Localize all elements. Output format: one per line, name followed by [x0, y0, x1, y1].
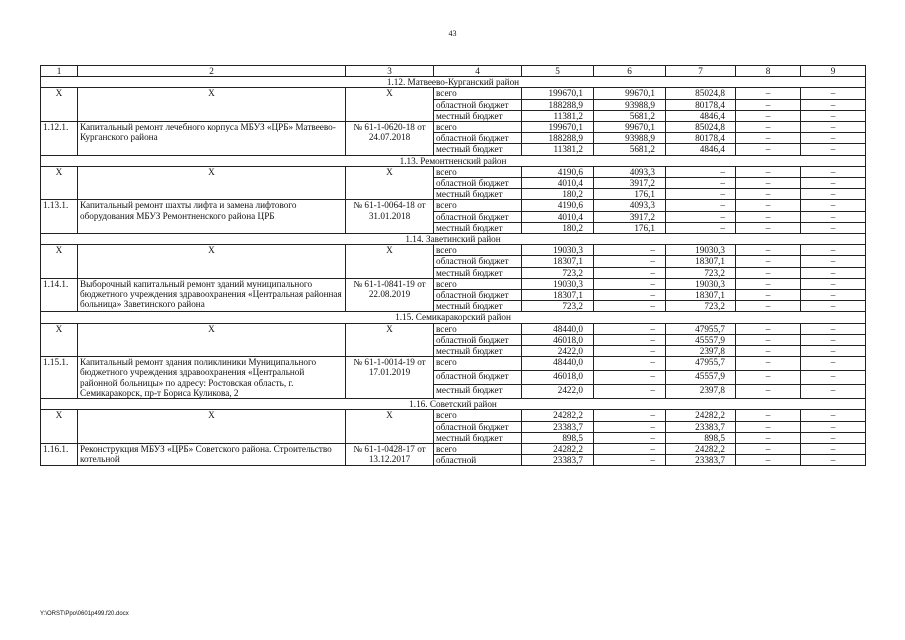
- value-col6: –: [594, 278, 666, 289]
- item-description: X: [78, 88, 346, 122]
- budget-type: всего: [434, 245, 522, 256]
- item-number: X: [41, 245, 78, 279]
- item-description: Капитальный ремонт лечебного корпуса МБУЗ «ЦРБ» Матвеево-Курганского района: [78, 122, 346, 156]
- value-col8: –: [736, 178, 801, 189]
- value-col6: –: [594, 267, 666, 278]
- item-number: 1.13.1.: [41, 200, 78, 234]
- item-description: X: [78, 166, 346, 200]
- budget-type: всего: [434, 410, 522, 421]
- value-col8: –: [736, 88, 801, 99]
- budget-type: всего: [434, 166, 522, 177]
- summary-row: [41, 166, 866, 177]
- value-col5: 24282,2: [522, 410, 594, 421]
- section-title-row: [41, 77, 866, 88]
- value-col9: –: [801, 301, 866, 312]
- value-col6: –: [594, 385, 666, 399]
- value-col8: –: [736, 256, 801, 267]
- value-col7: 23383,7: [666, 455, 736, 466]
- value-col5: 898,5: [522, 432, 594, 443]
- value-col9: –: [801, 410, 866, 421]
- header-cell: 9: [801, 66, 866, 77]
- value-col7: 18307,1: [666, 256, 736, 267]
- item-number: X: [41, 88, 78, 122]
- value-col6: –: [594, 357, 666, 371]
- value-col8: –: [736, 443, 801, 454]
- value-col8: –: [736, 334, 801, 345]
- value-col7: 4846,4: [666, 144, 736, 155]
- summary-row: [41, 410, 866, 421]
- value-col8: –: [736, 245, 801, 256]
- budget-type: областной бюджет: [434, 371, 522, 385]
- section-title: 1.15. Семикаракорский район: [41, 312, 866, 323]
- item-row: [41, 278, 866, 289]
- summary-row: [41, 88, 866, 99]
- value-col9: –: [801, 385, 866, 399]
- header-cell: 4: [434, 66, 522, 77]
- budget-type: всего: [434, 357, 522, 371]
- item-description: Капитальный ремонт шахты лифта и замена лифтового оборудования МБУЗ Ремонтненского района ЦРБ: [78, 200, 346, 234]
- value-col9: –: [801, 443, 866, 454]
- item-number: 1.16.1.: [41, 443, 78, 465]
- value-col6: 3917,2: [594, 178, 666, 189]
- value-col6: –: [594, 334, 666, 345]
- value-col7: –: [666, 211, 736, 222]
- value-col6: 99670,1: [594, 88, 666, 99]
- value-col7: 45557,9: [666, 334, 736, 345]
- value-col9: –: [801, 166, 866, 177]
- value-col7: –: [666, 222, 736, 233]
- value-col6: –: [594, 346, 666, 357]
- value-col7: 24282,2: [666, 410, 736, 421]
- value-col9: –: [801, 256, 866, 267]
- value-col7: –: [666, 166, 736, 177]
- budget-type: всего: [434, 122, 522, 133]
- value-col8: –: [736, 166, 801, 177]
- item-description: Реконструкция МБУЗ «ЦРБ» Советского района. Строительство котельной: [78, 443, 346, 465]
- item-number: X: [41, 166, 78, 200]
- item-description: X: [78, 323, 346, 357]
- value-col8: –: [736, 371, 801, 385]
- value-col7: 45557,9: [666, 371, 736, 385]
- budget-type: всего: [434, 443, 522, 454]
- budget-type: местный бюджет: [434, 144, 522, 155]
- value-col5: 11381,2: [522, 144, 594, 155]
- value-col5: 19030,3: [522, 245, 594, 256]
- value-col5: 4190,6: [522, 166, 594, 177]
- value-col7: –: [666, 178, 736, 189]
- value-col9: –: [801, 278, 866, 289]
- value-col9: –: [801, 189, 866, 200]
- header-cell: 1: [41, 66, 78, 77]
- value-col8: –: [736, 144, 801, 155]
- budget-type: местный бюджет: [434, 189, 522, 200]
- value-col6: 4093,3: [594, 166, 666, 177]
- summary-row: [41, 245, 866, 256]
- value-col8: –: [736, 211, 801, 222]
- value-col8: –: [736, 385, 801, 399]
- value-col7: 47955,7: [666, 357, 736, 371]
- value-col6: 5681,2: [594, 110, 666, 121]
- value-col6: –: [594, 432, 666, 443]
- value-col6: 93988,9: [594, 133, 666, 144]
- value-col7: 47955,7: [666, 323, 736, 334]
- item-row: [41, 122, 866, 133]
- value-col8: –: [736, 222, 801, 233]
- value-col9: –: [801, 200, 866, 211]
- document-number: № 61-1-0014-19 от 17.01.2019: [346, 357, 434, 399]
- item-row: [41, 200, 866, 211]
- header-cell: 3: [346, 66, 434, 77]
- value-col9: –: [801, 178, 866, 189]
- value-col5: 188288,9: [522, 99, 594, 110]
- value-col7: –: [666, 189, 736, 200]
- value-col9: –: [801, 222, 866, 233]
- budget-table: [40, 65, 866, 466]
- value-col6: 176,1: [594, 189, 666, 200]
- value-col6: –: [594, 256, 666, 267]
- value-col5: 180,2: [522, 222, 594, 233]
- section-title-row: [41, 312, 866, 323]
- value-col5: 4190,6: [522, 200, 594, 211]
- item-row: [41, 443, 866, 454]
- header-cell: 6: [594, 66, 666, 77]
- value-col5: 188288,9: [522, 133, 594, 144]
- value-col6: 99670,1: [594, 122, 666, 133]
- document-number: X: [346, 166, 434, 200]
- value-col9: –: [801, 357, 866, 371]
- value-col5: 723,2: [522, 301, 594, 312]
- value-col8: –: [736, 122, 801, 133]
- value-col9: –: [801, 455, 866, 466]
- value-col5: 11381,2: [522, 110, 594, 121]
- value-col8: –: [736, 432, 801, 443]
- item-number: X: [41, 323, 78, 357]
- document-number: № 61-1-0620-18 от 24.07.2018: [346, 122, 434, 156]
- header-cell: 5: [522, 66, 594, 77]
- value-col8: –: [736, 110, 801, 121]
- value-col6: 176,1: [594, 222, 666, 233]
- value-col8: –: [736, 357, 801, 371]
- value-col5: 4010,4: [522, 178, 594, 189]
- value-col6: –: [594, 410, 666, 421]
- document-number: № 61-1-0841-19 от 22.08.2019: [346, 278, 434, 312]
- item-description: Капитальный ремонт здания поликлиники Муниципального бюджетного учреждения здравоохранения «Центральной районной больницы» по адресу: Ростовская область, г. Семикаракорск, пр-т Бориса Куликова, 2: [78, 357, 346, 399]
- budget-type: областной бюджет: [434, 421, 522, 432]
- budget-type: местный бюджет: [434, 222, 522, 233]
- value-col6: –: [594, 245, 666, 256]
- value-col6: –: [594, 290, 666, 301]
- value-col5: 48440,0: [522, 357, 594, 371]
- value-col5: 18307,1: [522, 256, 594, 267]
- budget-type: местный бюджет: [434, 267, 522, 278]
- budget-type: местный бюджет: [434, 432, 522, 443]
- value-col8: –: [736, 267, 801, 278]
- budget-type: областной бюджет: [434, 256, 522, 267]
- budget-type: областной: [434, 455, 522, 466]
- header-row: [41, 66, 866, 77]
- value-col7: 80178,4: [666, 133, 736, 144]
- value-col8: –: [736, 323, 801, 334]
- section-title-row: [41, 234, 866, 245]
- document-number: X: [346, 410, 434, 444]
- budget-type: всего: [434, 278, 522, 289]
- budget-type: местный бюджет: [434, 346, 522, 357]
- value-col9: –: [801, 346, 866, 357]
- value-col5: 18307,1: [522, 290, 594, 301]
- value-col7: 4846,4: [666, 110, 736, 121]
- document-number: X: [346, 245, 434, 279]
- budget-type: всего: [434, 323, 522, 334]
- value-col7: 24282,2: [666, 443, 736, 454]
- value-col6: –: [594, 421, 666, 432]
- value-col6: –: [594, 455, 666, 466]
- item-description: Выборочный капитальный ремонт зданий муниципального бюджетного учреждения здравоохранения «Центральная районная больница» Заветинского района: [78, 278, 346, 312]
- budget-type: местный бюджет: [434, 385, 522, 399]
- value-col8: –: [736, 278, 801, 289]
- page-number: 43: [448, 29, 457, 38]
- value-col6: 93988,9: [594, 99, 666, 110]
- value-col7: 898,5: [666, 432, 736, 443]
- value-col6: –: [594, 371, 666, 385]
- summary-row: [41, 323, 866, 334]
- value-col5: 2422,0: [522, 385, 594, 399]
- value-col9: –: [801, 290, 866, 301]
- value-col5: 19030,3: [522, 278, 594, 289]
- budget-type: местный бюджет: [434, 110, 522, 121]
- value-col6: –: [594, 323, 666, 334]
- value-col9: –: [801, 88, 866, 99]
- budget-type: всего: [434, 88, 522, 99]
- value-col9: –: [801, 432, 866, 443]
- value-col8: –: [736, 99, 801, 110]
- item-number: 1.12.1.: [41, 122, 78, 156]
- document-number: X: [346, 88, 434, 122]
- value-col5: 723,2: [522, 267, 594, 278]
- budget-type: всего: [434, 200, 522, 211]
- value-col9: –: [801, 421, 866, 432]
- value-col7: 18307,1: [666, 290, 736, 301]
- value-col5: 24282,2: [522, 443, 594, 454]
- value-col8: –: [736, 133, 801, 144]
- budget-type: областной бюджет: [434, 99, 522, 110]
- section-title: 1.12. Матвеево-Курганский район: [41, 77, 866, 88]
- value-col9: –: [801, 323, 866, 334]
- section-title: 1.13. Ремонтненский район: [41, 155, 866, 166]
- header-cell: 8: [736, 66, 801, 77]
- value-col6: –: [594, 301, 666, 312]
- budget-type: областной бюджет: [434, 334, 522, 345]
- value-col7: 723,2: [666, 267, 736, 278]
- value-col9: –: [801, 371, 866, 385]
- value-col8: –: [736, 189, 801, 200]
- table-body: [41, 66, 866, 466]
- value-col9: –: [801, 144, 866, 155]
- value-col9: –: [801, 133, 866, 144]
- value-col5: 23383,7: [522, 455, 594, 466]
- value-col5: 46018,0: [522, 334, 594, 345]
- header-cell: 2: [78, 66, 346, 77]
- value-col7: 19030,3: [666, 245, 736, 256]
- item-description: X: [78, 410, 346, 444]
- value-col7: 723,2: [666, 301, 736, 312]
- value-col7: 2397,8: [666, 385, 736, 399]
- value-col9: –: [801, 245, 866, 256]
- value-col8: –: [736, 410, 801, 421]
- value-col5: 48440,0: [522, 323, 594, 334]
- value-col5: 46018,0: [522, 371, 594, 385]
- value-col5: 4010,4: [522, 211, 594, 222]
- value-col6: 5681,2: [594, 144, 666, 155]
- value-col6: 4093,3: [594, 200, 666, 211]
- value-col8: –: [736, 200, 801, 211]
- value-col9: –: [801, 334, 866, 345]
- value-col7: 2397,8: [666, 346, 736, 357]
- value-col6: –: [594, 443, 666, 454]
- value-col5: 2422,0: [522, 346, 594, 357]
- section-title-row: [41, 155, 866, 166]
- value-col5: 23383,7: [522, 421, 594, 432]
- item-row: [41, 357, 866, 371]
- header-cell: 7: [666, 66, 736, 77]
- item-number: 1.15.1.: [41, 357, 78, 399]
- value-col8: –: [736, 421, 801, 432]
- value-col7: 80178,4: [666, 99, 736, 110]
- section-title: 1.14. Заветинский район: [41, 234, 866, 245]
- value-col9: –: [801, 211, 866, 222]
- item-number: 1.14.1.: [41, 278, 78, 312]
- section-title-row: [41, 399, 866, 410]
- budget-type: областной бюджет: [434, 178, 522, 189]
- value-col5: 199670,1: [522, 122, 594, 133]
- value-col8: –: [736, 290, 801, 301]
- value-col9: –: [801, 99, 866, 110]
- value-col5: 199670,1: [522, 88, 594, 99]
- file-path-footer: Y:\ORST\Ppo\0601p499.f20.docx: [40, 611, 129, 617]
- value-col9: –: [801, 110, 866, 121]
- budget-type: местный бюджет: [434, 301, 522, 312]
- value-col8: –: [736, 346, 801, 357]
- value-col7: 85024,8: [666, 88, 736, 99]
- value-col9: –: [801, 122, 866, 133]
- value-col5: 180,2: [522, 189, 594, 200]
- item-number: X: [41, 410, 78, 444]
- section-title: 1.16. Советский район: [41, 399, 866, 410]
- value-col9: –: [801, 267, 866, 278]
- value-col7: 23383,7: [666, 421, 736, 432]
- value-col7: 19030,3: [666, 278, 736, 289]
- document-number: X: [346, 323, 434, 357]
- value-col8: –: [736, 301, 801, 312]
- value-col6: 3917,2: [594, 211, 666, 222]
- budget-type: областной бюджет: [434, 133, 522, 144]
- document-number: № 61-1-0428-17 от 13.12.2017: [346, 443, 434, 465]
- budget-type: областной бюджет: [434, 290, 522, 301]
- value-col8: –: [736, 455, 801, 466]
- value-col7: –: [666, 200, 736, 211]
- item-description: X: [78, 245, 346, 279]
- document-number: № 61-1-0064-18 от 31.01.2018: [346, 200, 434, 234]
- value-col7: 85024,8: [666, 122, 736, 133]
- budget-type: областной бюджет: [434, 211, 522, 222]
